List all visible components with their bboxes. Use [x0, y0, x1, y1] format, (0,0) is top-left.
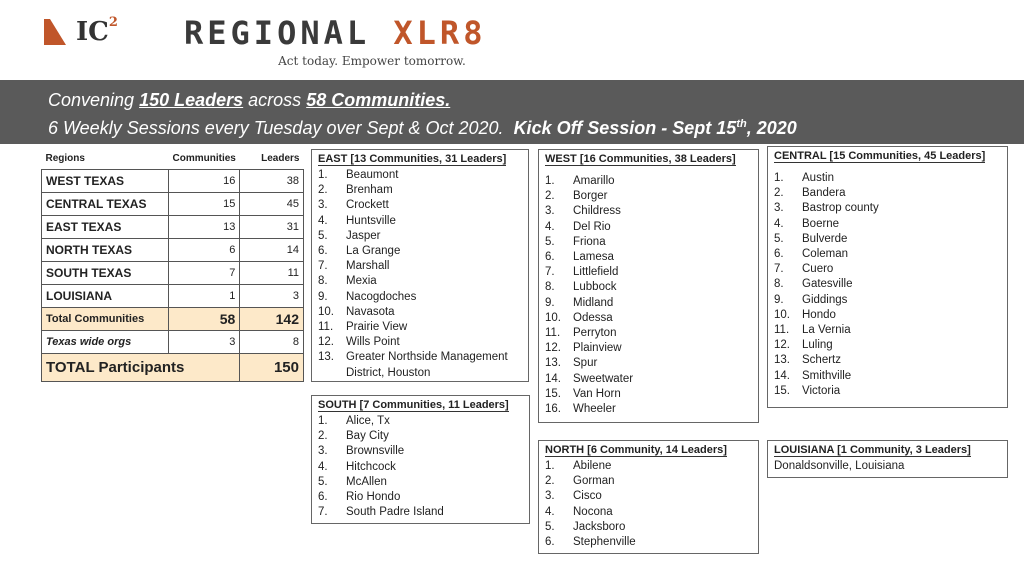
region-title: CENTRAL [15 Communities, 45 Leaders]: [774, 150, 986, 162]
community-name: Brownsville: [346, 445, 405, 458]
list-number: 7.: [774, 263, 784, 276]
list-item: [545, 280, 752, 295]
list-number: 4.: [318, 460, 328, 473]
list-item: [774, 369, 1001, 384]
list-number: 8.: [774, 278, 784, 291]
community-name: Midland: [573, 296, 614, 309]
community-name: Wills Point: [346, 336, 400, 349]
list-number: 5.: [774, 232, 784, 245]
region-box-west: [538, 149, 759, 423]
region-title: SOUTH [7 Communities, 11 Leaders]: [318, 399, 509, 411]
list-number: 1.: [318, 169, 328, 181]
community-name: Wheeler: [573, 403, 616, 416]
list-number: 12.: [318, 336, 334, 349]
list-item: [774, 353, 1001, 368]
community-name: Alice, Tx: [346, 415, 390, 427]
list-item: [545, 387, 752, 402]
list-number: 9.: [545, 296, 555, 309]
community-name: Austin: [802, 172, 834, 184]
list-number: 4.: [774, 217, 784, 230]
region-box-louisiana: [767, 440, 1008, 478]
community-name: Van Horn: [573, 387, 621, 400]
community-name: Boerne: [802, 217, 840, 230]
community-name: Odessa: [573, 311, 613, 324]
list-item: [545, 372, 752, 387]
community-name: Jasper: [346, 229, 381, 242]
community-name: Bay City: [346, 430, 389, 443]
grand-total-leaders: 150: [240, 353, 304, 381]
community-list: [318, 414, 523, 520]
communities-count: 1: [169, 284, 240, 307]
list-item: [545, 505, 752, 520]
list-item: [774, 201, 1001, 216]
list-item: [318, 335, 522, 350]
community-name: Brenham: [346, 184, 393, 197]
list-item: [318, 350, 522, 380]
list-number: 6.: [545, 251, 555, 264]
list-item: [545, 204, 752, 219]
list-item: [318, 244, 522, 259]
community-list: [545, 459, 752, 550]
grand-total-label: TOTAL Participants: [42, 353, 240, 381]
list-item: [774, 186, 1001, 201]
orgs-leaders: 8: [240, 330, 304, 353]
list-number: 12.: [774, 339, 790, 352]
list-item: [318, 460, 523, 475]
community-name: Plainview: [573, 342, 622, 355]
list-item: [545, 174, 752, 189]
list-number: 5.: [318, 229, 328, 242]
list-item: [318, 444, 523, 459]
region-title: LOUISIANA [1 Community, 3 Leaders]: [774, 444, 971, 456]
community-name: Cuero: [802, 263, 834, 276]
list-number: 3.: [774, 202, 784, 215]
list-number: 13.: [774, 354, 790, 367]
list-item: [545, 311, 752, 326]
list-number: 15.: [545, 387, 561, 400]
community-name: Jacksboro: [573, 520, 626, 533]
region-name: WEST TEXAS: [42, 169, 169, 192]
list-number: 3.: [545, 490, 555, 503]
leaders-count: 38: [240, 169, 304, 192]
community-name: Smithville: [802, 369, 852, 382]
community-name: Rio Hondo: [346, 491, 401, 504]
region-name: SOUTH TEXAS: [42, 261, 169, 284]
region-name: NORTH TEXAS: [42, 238, 169, 261]
list-number: 10.: [774, 308, 790, 321]
community-name: Giddings: [802, 293, 848, 306]
community-name: Victoria: [802, 384, 841, 397]
list-item: [545, 402, 752, 417]
list-number: 6.: [318, 245, 328, 258]
list-number: 12.: [545, 342, 561, 355]
list-item: [545, 520, 752, 535]
list-number: 5.: [318, 475, 328, 488]
community-name: Luling: [802, 339, 833, 352]
total-row: [42, 307, 304, 330]
community-name: Bulverde: [802, 232, 848, 245]
list-item: [318, 198, 522, 213]
header-regions: Regions: [42, 149, 169, 169]
community-name: Nocona: [573, 505, 613, 518]
community-name: Borger: [573, 190, 608, 203]
community-name: Mexia: [346, 275, 377, 288]
community-name: Del Rio: [573, 220, 611, 233]
table-row: [42, 261, 304, 284]
region-name: EAST TEXAS: [42, 215, 169, 238]
list-number: 9.: [774, 293, 784, 306]
list-number: 8.: [545, 281, 555, 294]
list-number: 7.: [545, 266, 555, 279]
list-item: [774, 247, 1001, 262]
list-number: 15.: [774, 384, 790, 397]
region-name: LOUISIANA: [42, 284, 169, 307]
list-item: [774, 262, 1001, 277]
list-number: 13.: [545, 357, 561, 370]
list-item: [545, 220, 752, 235]
orgs-communities: 3: [169, 330, 240, 353]
list-number: 10.: [545, 311, 561, 324]
communities-count: 13: [169, 215, 240, 238]
header-leaders: Leaders: [240, 149, 304, 169]
ic2-logo: [44, 14, 118, 50]
list-item: [545, 235, 752, 250]
list-number: 3.: [318, 199, 328, 212]
orgs-label: Texas wide orgs: [42, 330, 169, 353]
list-number: 13.: [318, 351, 334, 364]
list-number: 5.: [545, 235, 555, 248]
list-item: [545, 296, 752, 311]
list-item: [318, 274, 522, 289]
communities-count: 16: [169, 169, 240, 192]
region-title: EAST [13 Communities, 31 Leaders]: [318, 153, 507, 165]
list-item: [774, 171, 1001, 186]
list-number: 11.: [545, 327, 561, 340]
orgs-row: [42, 330, 304, 353]
list-item: [545, 489, 752, 504]
list-number: 2.: [545, 475, 555, 488]
list-number: 16.: [545, 403, 561, 416]
list-item: [774, 232, 1001, 247]
list-number: 10.: [318, 305, 334, 318]
list-number: 2.: [318, 184, 328, 197]
community-name: Amarillo: [573, 175, 615, 187]
community-name: Abilene: [573, 460, 612, 472]
community-list: [545, 174, 752, 417]
community-name: South Padre Island: [346, 506, 444, 519]
community-name: Spur: [573, 357, 598, 370]
list-item: [318, 305, 522, 320]
leaders-count: 3: [240, 284, 304, 307]
list-item: [318, 168, 522, 183]
community-name: Coleman: [802, 248, 849, 261]
community-list: [318, 168, 522, 381]
list-number: 3.: [318, 445, 328, 458]
community-name: Prairie View: [346, 321, 408, 334]
header-communities: Communities: [169, 149, 240, 169]
list-item: [774, 217, 1001, 232]
community-name: Childress: [573, 205, 621, 218]
list-number: 1.: [318, 415, 328, 427]
list-number: 9.: [318, 290, 328, 303]
list-number: 3.: [545, 205, 555, 218]
communities-count: 15: [169, 192, 240, 215]
list-item: [545, 189, 752, 204]
list-item: [318, 320, 522, 335]
list-number: 14.: [545, 372, 561, 385]
table-row: [42, 192, 304, 215]
list-item: [545, 326, 752, 341]
list-item: [545, 356, 752, 371]
community-name: La Grange: [346, 245, 401, 258]
list-item: [545, 459, 752, 474]
list-number: 4.: [545, 220, 555, 233]
list-number: 2.: [774, 187, 784, 200]
page-title: REGIONAL XLR8: [184, 14, 487, 52]
list-number: 8.: [318, 275, 328, 288]
community-name: Gatesville: [802, 278, 853, 291]
list-number: 7.: [318, 260, 328, 273]
community-name: Lamesa: [573, 251, 614, 264]
community-list: [774, 171, 1001, 399]
total-label: Total Communities: [42, 307, 169, 330]
community-name: Crockett: [346, 199, 389, 212]
list-number: 1.: [545, 175, 555, 187]
region-box-central: [767, 146, 1008, 408]
community-name: Donaldsonville, Louisiana: [774, 460, 905, 472]
list-number: 2.: [545, 190, 555, 203]
list-number: 11.: [774, 324, 790, 337]
list-number: 1.: [774, 172, 784, 184]
grand-total-row: [42, 353, 304, 381]
kickoff-text: Kick Off Session - Sept 15th, 2020: [513, 118, 797, 138]
community-name: Perryton: [573, 327, 617, 340]
list-number: 11.: [318, 321, 334, 334]
list-item: [545, 535, 752, 550]
community-name: Cisco: [573, 490, 602, 503]
community-name: Stephenville: [573, 536, 636, 549]
community-name: La Vernia: [802, 324, 851, 337]
communities-count: 7: [169, 261, 240, 284]
list-item: [774, 384, 1001, 399]
list-item: [545, 265, 752, 280]
community-name: Gorman: [573, 475, 615, 488]
region-name: CENTRAL TEXAS: [42, 192, 169, 215]
banner-line-2: 6 Weekly Sessions every Tuesday over Sept & Oct 2020. Kick Off Session - Sept 15th, 2020: [48, 118, 797, 138]
list-item: [545, 341, 752, 356]
list-item: [774, 293, 1001, 308]
community-name: Bandera: [802, 187, 846, 200]
list-number: 1.: [545, 460, 555, 472]
total-leaders: 142: [240, 307, 304, 330]
list-number: 2.: [318, 430, 328, 443]
community-name: Nacogdoches: [346, 290, 417, 303]
list-item: [318, 490, 523, 505]
logo-text: $IC^2$: [76, 15, 118, 47]
region-box-east: [311, 149, 529, 382]
community-name: Lubbock: [573, 281, 617, 294]
table-header-row: [42, 149, 304, 169]
list-number: 4.: [545, 505, 555, 518]
list-item: [318, 475, 523, 490]
list-item: [318, 290, 522, 305]
list-item: [318, 414, 523, 429]
list-item: [318, 505, 523, 520]
logo-mark: [44, 17, 74, 47]
leaders-count: 11: [240, 261, 304, 284]
list-item: [774, 338, 1001, 353]
list-number: 6.: [774, 248, 784, 261]
list-item: [545, 474, 752, 489]
leaders-count: 31: [240, 215, 304, 238]
list-number: 7.: [318, 506, 328, 519]
list-item: [318, 183, 522, 198]
list-item: [318, 429, 523, 444]
community-name: Navasota: [346, 305, 395, 318]
list-number: 6.: [318, 491, 328, 504]
community-name: Schertz: [802, 354, 841, 367]
total-communities: 58: [169, 307, 240, 330]
list-item: [774, 323, 1001, 338]
community-name: Sweetwater: [573, 372, 634, 385]
list-item: [318, 214, 522, 229]
leaders-count: 45: [240, 192, 304, 215]
list-item: [545, 250, 752, 265]
list-item: [318, 229, 522, 244]
community-name: McAllen: [346, 475, 387, 488]
list-item: [318, 259, 522, 274]
list-number: 5.: [545, 520, 555, 533]
region-title: WEST [16 Communities, 38 Leaders]: [545, 153, 736, 165]
community-name: Hondo: [802, 308, 836, 321]
region-title: NORTH [6 Community, 14 Leaders]: [545, 444, 727, 456]
community-name: Littlefield: [573, 266, 619, 279]
community-name: Bastrop county: [802, 202, 879, 215]
community-name: Friona: [573, 235, 606, 248]
banner: [0, 80, 1024, 144]
community-name: Greater Northside Management District, Houston: [346, 351, 508, 379]
list-number: 14.: [774, 369, 790, 382]
list-item: [774, 308, 1001, 323]
list-number: 6.: [545, 536, 555, 549]
tagline: Act today. Empower tomorrow.: [278, 54, 466, 68]
region-box-north: [538, 440, 759, 554]
community-name: Huntsville: [346, 214, 396, 227]
region-box-south: [311, 395, 530, 524]
list-number: 4.: [318, 214, 328, 227]
table-row: [42, 215, 304, 238]
list-item: [774, 277, 1001, 292]
table-row: [42, 238, 304, 261]
community-name: Marshall: [346, 260, 390, 273]
banner-line-1: Convening 150 Leaders across 58 Communities.: [48, 90, 451, 110]
community-name: Hitchcock: [346, 460, 396, 473]
communities-count: 6: [169, 238, 240, 261]
table-row: [42, 169, 304, 192]
leaders-count: 14: [240, 238, 304, 261]
table-row: [42, 284, 304, 307]
summary-table: [41, 149, 304, 382]
community-name: Beaumont: [346, 169, 399, 181]
